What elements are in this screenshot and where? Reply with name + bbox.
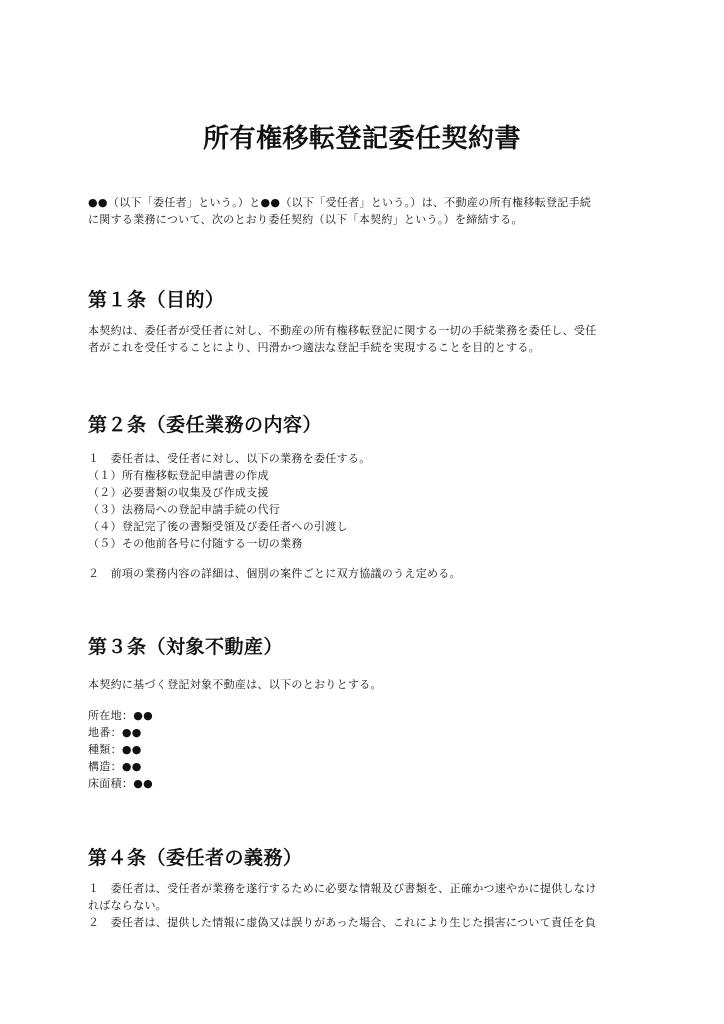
list-item: （３）法務局への登記申請手続の代行 [88, 503, 281, 516]
article-4-heading: 第４条（委任者の義務） [88, 847, 303, 869]
list-item: （４）登記完了後の書類受領及び委任者への引渡し [88, 520, 348, 533]
article-line: １ 委任者は、受任者に対し、以下の業務を委任する。 [88, 452, 371, 465]
property-field-type: 種類：●● [88, 743, 142, 756]
list-item: （１）所有権移転登記申請書の作成 [88, 469, 269, 482]
preamble-line: ●●（以下「委任者」という。）と●●（以下「受任者」という。）は、不動産の所有権移転登記手続 [88, 196, 592, 209]
article-line: 本契約は、委任者が受任者に対し、不動産の所有権移転登記に関する一切の手続業務を委任し、受任 [88, 324, 597, 337]
article-2-heading: 第２条（委任業務の内容） [88, 414, 323, 436]
article-line: ２ 委任者は、提供した情報に虚偽又は誤りがあった場合、これにより生じた損害について責任を負 [88, 916, 597, 929]
preamble [88, 194, 644, 228]
property-field-location: 所在地：●● [88, 709, 153, 722]
list-item: （５）その他前各号に付随する一切の業務 [88, 537, 303, 550]
property-field-lot-number: 地番：●● [88, 726, 142, 739]
article-line: １ 委任者は、受任者が業務を遂行するために必要な情報及び書類を、正確かつ速やかに提供しなけ [88, 882, 597, 895]
preamble-line: に関する業務について、次のとおり委任契約（以下「本契約」という。）を締結する。 [88, 213, 523, 226]
property-details [88, 707, 644, 792]
article-2-body [88, 450, 644, 552]
article-3-heading: 第３条（対象不動産） [88, 636, 284, 658]
article-2-clause-2 [88, 565, 644, 582]
article-line: 本契約に基づく登記対象不動産は、以下のとおりとする。 [88, 678, 382, 691]
article-line: ２ 前項の業務内容の詳細は、個別の案件ごとに双方協議のうえ定める。 [88, 567, 461, 580]
article-3-body [88, 676, 644, 693]
article-line: ればならない。 [88, 899, 168, 912]
document-title: 所有権移転登記委任契約書 [202, 124, 521, 154]
article-1-body [88, 322, 644, 356]
property-field-structure: 構造：●● [88, 760, 142, 773]
list-item: （２）必要書類の収集及び作成支援 [88, 486, 269, 499]
article-line: 者がこれを受任することにより、円滑かつ適法な登記手続を実現することを目的とする。 [88, 341, 540, 354]
article-1-heading: 第１条（目的） [88, 289, 225, 311]
article-4-body [88, 880, 644, 931]
property-field-floor-area: 床面積：●● [88, 777, 153, 790]
